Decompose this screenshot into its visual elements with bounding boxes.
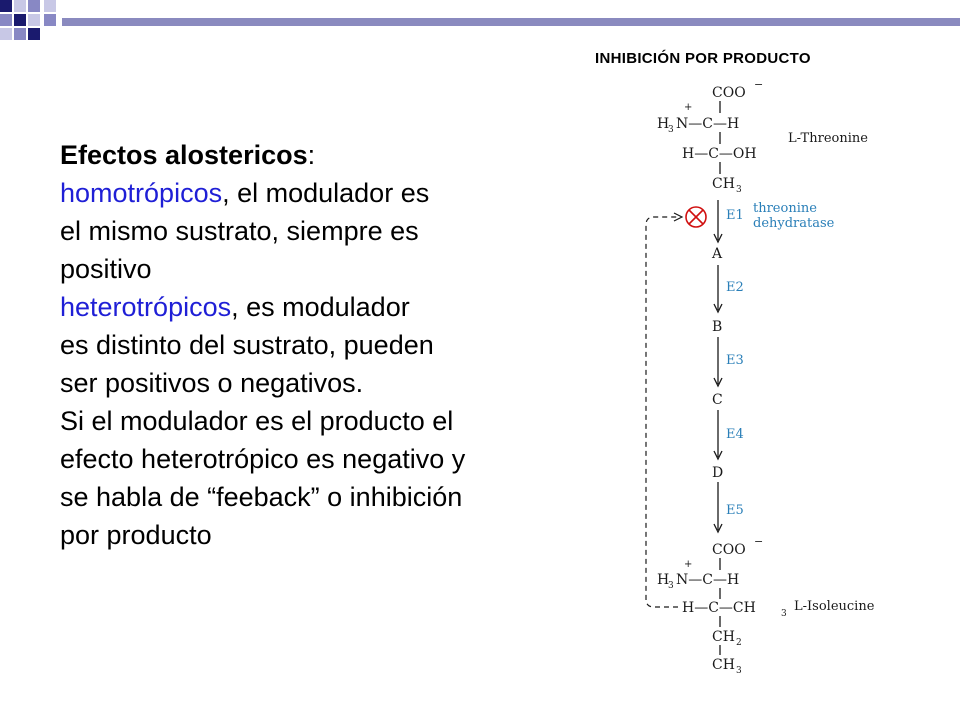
threonine-label: L-Threonine — [788, 131, 868, 146]
enzyme-e2: E2 — [726, 280, 744, 295]
term-heterotropicos: heterotrópicos — [60, 292, 232, 322]
svg-text:CH: CH — [712, 629, 735, 645]
svg-text:N—C—H: N—C—H — [676, 116, 740, 132]
corner-square — [28, 14, 40, 26]
text-line: es distinto del sustrato, pueden — [60, 330, 434, 360]
svg-text:CH: CH — [712, 176, 735, 192]
text-line: positivo — [60, 254, 152, 284]
corner-square — [14, 0, 26, 12]
intermediate-d: D — [712, 465, 724, 481]
top-rule — [62, 18, 960, 26]
svg-text:H: H — [657, 116, 670, 132]
svg-text:H—C—OH: H—C—OH — [682, 146, 757, 162]
intermediate-c: C — [712, 392, 723, 408]
slide-decoration — [0, 0, 960, 60]
enzyme-e3: E3 — [726, 353, 744, 368]
inhibition-icon — [686, 207, 706, 227]
isoleucine-structure — [657, 535, 875, 676]
text-line: ser positivos o negativos. — [60, 368, 364, 398]
text-line: heterotrópicos, es modulador — [60, 292, 410, 322]
intermediates — [711, 246, 723, 481]
corner-square — [44, 0, 56, 12]
enzyme-labels — [726, 201, 835, 518]
threonine-structure — [657, 78, 868, 195]
text-line: efecto heterotrópico es negativo y — [60, 444, 466, 474]
corner-square — [0, 14, 12, 26]
svg-text:H—C—CH: H—C—CH — [682, 600, 756, 616]
svg-text:−: − — [754, 78, 764, 91]
corner-square — [44, 14, 56, 26]
svg-text:CH: CH — [712, 657, 735, 673]
corner-square — [28, 28, 40, 40]
svg-text:−: − — [754, 535, 764, 548]
pathway-diagram — [640, 72, 910, 677]
enzyme-e5: E5 — [726, 503, 744, 518]
feedback-arrow — [646, 213, 682, 607]
svg-text:3: 3 — [668, 581, 674, 591]
title-bold: Efectos alostericos — [60, 140, 308, 170]
svg-text:3: 3 — [736, 185, 742, 195]
term-homotropicos: homotrópicos — [60, 178, 223, 208]
svg-text:2: 2 — [736, 638, 742, 648]
text-line: por producto — [60, 520, 212, 550]
corner-square — [14, 28, 26, 40]
svg-text:COO: COO — [712, 542, 746, 558]
text-line: Efectos alostericos: — [60, 140, 316, 170]
corner-square — [0, 0, 12, 12]
text-line: homotrópicos, el modulador es — [60, 178, 430, 208]
svg-text:N—C—H: N—C—H — [676, 572, 740, 588]
svg-text:+: + — [684, 559, 693, 570]
enzyme-e1: E1 — [726, 208, 744, 223]
enzyme-name-line1: threonine — [753, 201, 817, 216]
svg-text:3: 3 — [781, 609, 787, 619]
intermediate-b: B — [712, 319, 723, 335]
text-line: el mismo sustrato, siempre es — [60, 216, 419, 246]
corner-square — [0, 28, 12, 40]
svg-text:H: H — [657, 572, 670, 588]
svg-text:COO: COO — [712, 85, 746, 101]
corner-square — [14, 14, 26, 26]
text-line: Si el modulador es el producto el — [60, 406, 454, 436]
slide-body-text — [60, 136, 550, 554]
enzyme-name-line2: dehydratase — [753, 216, 835, 231]
svg-text:+: + — [684, 102, 693, 113]
svg-text:3: 3 — [668, 125, 674, 135]
corner-square — [28, 0, 40, 12]
text-line: se habla de “feeback” o inhibición — [60, 482, 463, 512]
intermediate-a: A — [712, 246, 723, 262]
enzyme-e4: E4 — [726, 427, 744, 442]
isoleucine-label: L-Isoleucine — [794, 599, 875, 614]
svg-text:3: 3 — [736, 666, 742, 676]
slide-heading: INHIBICIÓN POR PRODUCTO — [595, 50, 811, 67]
